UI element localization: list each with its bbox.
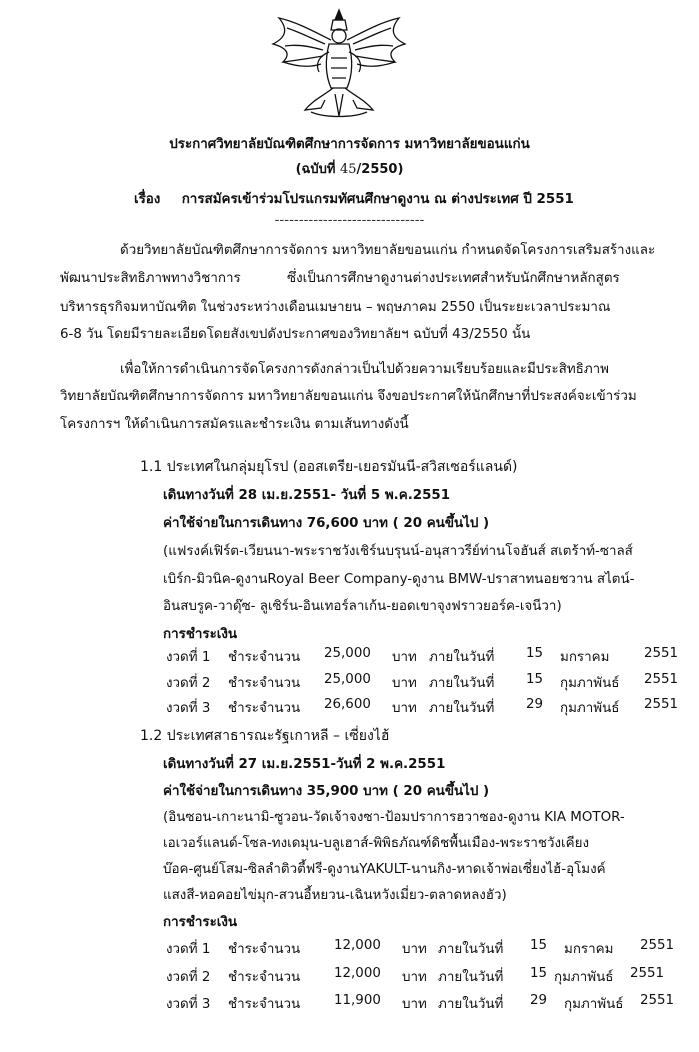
program-1-dates: เดินทางวันที่ 28 เม.ย.2551- วันที่ 5 พ.ค.2551 [163,488,451,503]
garuda-emblem-icon [265,4,413,122]
program-1-route-line3: อินสบรูค-วาดุ๊ซ- ลูเซิร์น-อินเทอร์ลาเก้น-ยอดเขาจุงฟราวยอร์ค-เจนีวา) [163,599,562,614]
subject-label: เรื่อง [134,192,161,207]
announcement-title: ประกาศวิทยาลัยบัณฑิตศึกษาการจัดการ มหาวิทยาลัยขอนแก่น [169,137,530,152]
intro-p1-line4: 6-8 วัน โดยมีรายละเอียดโดยสังเขปดังประกาศของวิทยาลัยฯ ฉบับที่ 43/2550 นั้น [60,327,531,342]
program-1-payment-label: การชำระเงิน [163,627,238,642]
program-1-route-line2: เบิร์ก-มิวนิค-ดูงานRoyal Beer Company-ดูงาน BMW-ปราสาทนอยชวาน สไตน์- [163,572,635,587]
intro-p1-line2a: พัฒนาประสิทธิภาพทางวิชาการ [60,271,241,286]
program-2-route-line4: แสงสี-หอคอยไข่มุก-สวนอี้หยวน-เฉินหวังเมี่ยว-ตลาดหลงฮัว) [163,888,507,903]
subject-line [134,188,574,209]
program-2-cost: ค่าใช้จ่ายในการเดินทาง 35,900 บาท ( 20 คนขึ้นไป ) [163,784,490,799]
program-1-cost: ค่าใช้จ่ายในการเดินทาง 76,600 บาท ( 20 คนขึ้นไป ) [163,516,490,531]
program-2-dates: เดินทางวันที่ 27 เม.ย.2551-วันที่ 2 พ.ค.2551 [163,757,446,772]
program-2-payment-label: การชำระเงิน [163,915,238,930]
intro-p1-line3: บริหารธุรกิจมหาบัณฑิต ในช่วงระหว่างเดือนเมษายน – พฤษภาคม 2550 เป็นระยะเวลาประมาณ [60,300,611,315]
announcement-page: ประกาศวิทยาลัยบัณฑิตศึกษาการจัดการ มหาวิทยาลัยขอนแก่น (ฉบับที่ 45/2550) เรื่อง การสมัครเข้าร่วมโปรแกรมทัศนศึกษาดูงาน ณ ต่างประเทศ ปี 2551 ------------------------------- ด้วยวิทยาลัยบัณฑิตศึกษาการจัดการ มหาวิทยาลัยขอนแก่น กำหนดจัดโครงการเสริมสร้างและ พัฒนาประสิทธิภาพทางวิชาการ ซึ่งเป็นการศึกษาดูงานต่างประเทศสำหรับนักศึกษาหลักสูตร บริหารธุรกิจมหาบัณฑิต ในช่วงระหว่างเดือนเมษายน – พฤษภาคม 2550 เป็นระยะเวลาประมาณ 6-8 วัน โดยมีรายละเอียดโดยสังเขปดังประกาศของวิทยาลัยฯ ฉบับที่ 43/2550 นั้น เพื่อให้การดำเนินการจัดโครงการดังกล่าวเป็นไปด้วยความเรียบร้อยและมีประสิทธิภาพ วิทยาลัยบัณฑิตศึกษาการจัดการ มหาวิทยาลัยขอนแก่น จึงขอประกาศให้นักศึกษาที่ประสงค์จะเข้าร่วม โครงการฯ ให้ดำเนินการสมัครและชำระเงิน ตามเส้นทางดังนี้ 1.1 ประเทศในกลุ่มยุโรป (ออสเตรีย-เยอรมันนี-สวิสเซอร์แลนด์) เดินทางวันที่ 28 เม.ย.2551- วันที่ 5 พ.ค.2551 ค่าใช้จ่ายในการเดินทาง 76,600 บาท ( 20 คนขึ้นไป ) (แฟรงค์เฟิร์ต-เวียนนา-พระราชวังเชิร์นบรุนน์-อนุสาวรีย์ท่านโจฮันส์ สเตร้าท์-ซาลส์ เบิร์ก-มิวนิค-ดูงานRoyal Beer Company-ดูงาน BMW-ปราสาทนอยชวาน สไตน์- อินสบรูค-วาดุ๊ซ- ลูเซิร์น-อินเทอร์ลาเก้น-ยอดเขาจุงฟราวยอร์ค-เจนีวา) การชำระเงิน งวดที่ 1 ชำระจำนวน 25,000 บาท ภายในวันที่ 15 มกราคม 2551 งวดที่ 2 ชำระจำนวน 25,000 บาท ภายในวันที่ 15 กุมภาพันธ์ 2551 งวดที่ 3 ชำระจำนวน 26,600 บาท ภายในวันที่ 29 กุมภาพันธ์ 2551 1.2 ประเทศสาธารณะรัฐเกาหลี – เซี่ยงไฮ้ เดินทางวันที่ 27 เม.ย.2551-วันที่ 2 พ.ค.2551 ค่าใช้จ่ายในการเดินทาง 35,900 บาท ( 20 คนขึ้นไป ) (อินซอน-เกาะนามิ-ซูวอน-วัดเจ้าจงซา-ป้อมปราการฮวาซอง-ดูงาน KIA MOTOR- เอเวอร์แลนด์-โซล-ทงเดมุน-บลูเฮาส์-พิพิธภัณฑ์ดิชพื้นเมือง-พระราชวังเคียง บ๊อค-ศูนย์โสม-ซิลลำติวตี้ฟรี-ดูงานYAKULT-นานกิง-หาดเจ้าพ่อเซี่ยงไฮ้-อุโมงค์ แสงสี-หอคอยไข่มุก-สวนอี้หยวน-เฉินหวังเมี่ยว-ตลาดหลงฮัว) การชำระเงิน งวดที่ 1 ชำระจำนวน 12,000 บาท ภายในวันที่ 15 มกราคม 2551 งวดที่ 2 ชำระจำนวน 12,000 บาท ภายในวันที่ 15 กุมภาพันธ์ 2551 งวดที่ 3 ชำระจำนวน 11,900 บาท ภายในวันที่ 29 กุมภาพันธ์ 2551 [0,0,699,1052]
intro-p2-line1: เพื่อให้การดำเนินการจัดโครงการดังกล่าวเป็นไปด้วยความเรียบร้อยและมีประสิทธิภาพ [120,362,610,377]
intro-p1-line1: ด้วยวิทยาลัยบัณฑิตศึกษาการจัดการ มหาวิทยาลัยขอนแก่น กำหนดจัดโครงการเสริมสร้างและ [120,243,656,258]
program-1-route-line1: (แฟรงค์เฟิร์ต-เวียนนา-พระราชวังเชิร์นบรุนน์-อนุสาวรีย์ท่านโจฮันส์ สเตร้าท์-ซาลส์ [163,544,633,559]
subject-text: การสมัครเข้าร่วมโปรแกรมทัศนศึกษาดูงาน ณ ต่างประเทศ ปี 2551 [181,192,574,207]
intro-p2-line2: วิทยาลัยบัณฑิตศึกษาการจัดการ มหาวิทยาลัยขอนแก่น จึงขอประกาศให้นักศึกษาที่ประสงค์จะเข้าร่วม [60,389,637,404]
program-2-heading: 1.2 ประเทศสาธารณะรัฐเกาหลี – เซี่ยงไฮ้ [140,728,390,744]
program-2-route-line2: เอเวอร์แลนด์-โซล-ทงเดมุน-บลูเฮาส์-พิพิธภัณฑ์ดิชพื้นเมือง-พระราชวังเคียง [163,836,589,851]
intro-p2-line3: โครงการฯ ให้ดำเนินการสมัครและชำระเงิน ตามเส้นทางดังนี้ [60,417,409,432]
issue-number: (ฉบับที่ 45/2550) [295,162,404,177]
intro-p1-line2b: ซึ่งเป็นการศึกษาดูงานต่างประเทศสำหรับนักศึกษาหลักสูตร [287,271,620,286]
separator: ------------------------------- [274,213,425,228]
program-1-heading: 1.1 ประเทศในกลุ่มยุโรป (ออสเตรีย-เยอรมันนี-สวิสเซอร์แลนด์) [140,459,518,475]
program-2-route-line3: บ๊อค-ศูนย์โสม-ซิลลำติวตี้ฟรี-ดูงานYAKULT-นานกิง-หาดเจ้าพ่อเซี่ยงไฮ้-อุโมงค์ [163,862,606,877]
program-2-route-line1: (อินซอน-เกาะนามิ-ซูวอน-วัดเจ้าจงซา-ป้อมปราการฮวาซอง-ดูงาน KIA MOTOR- [163,810,625,825]
